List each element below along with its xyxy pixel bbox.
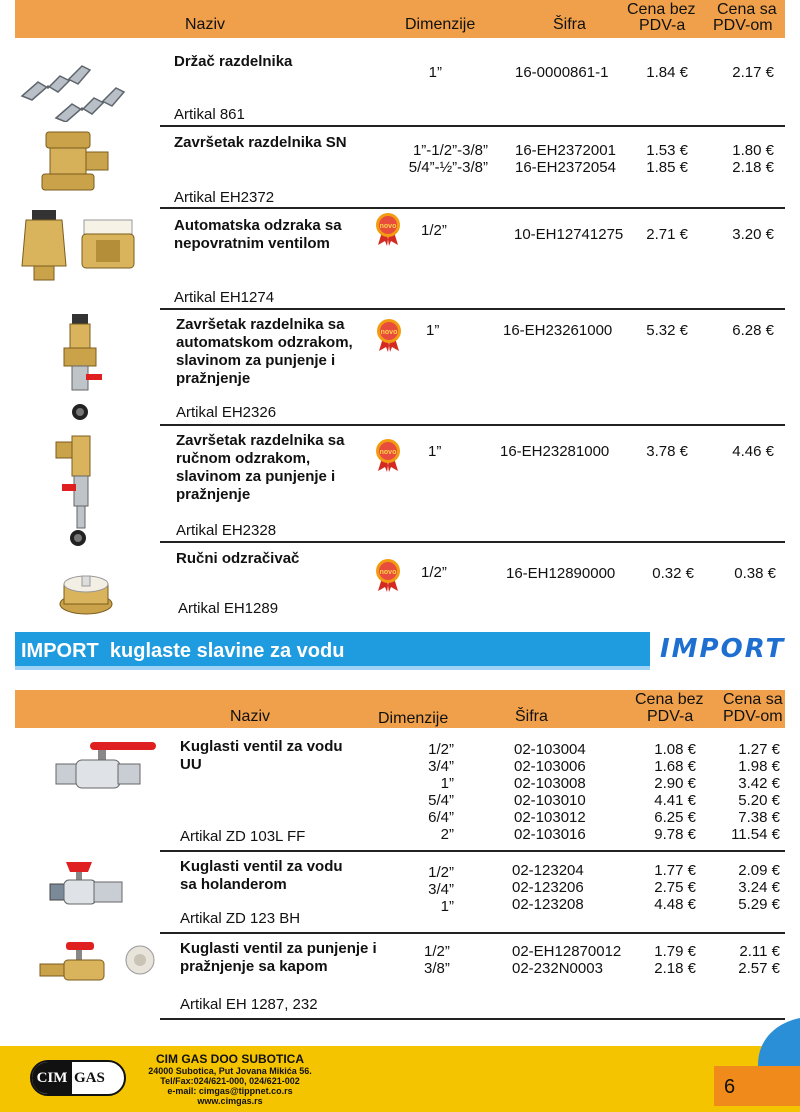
col-dimenzije: Dimenzije [405,16,476,33]
price-without-vat: 5.32 € [646,322,688,339]
col-naziv: Naziv [185,16,226,33]
product-name: ručnom odzrakom, [176,450,311,467]
col-sifra: Šifra [515,708,548,725]
price-without-vat: 1.53 € 1.85 € [646,142,688,176]
product-name: UU [180,756,202,773]
product-name: pražnjenje [176,486,251,503]
product-image-end-piece-manual [50,432,110,548]
product-dims: 1” [428,443,442,460]
product-code: 10-EH12741275 [514,226,624,243]
price-without-vat: 0.32 € [652,565,694,582]
product-code: 02-103004 02-103006 02-103008 02-103010 02-103012 02-103016 [514,741,586,843]
price-without-vat: 1.77 € 2.75 € 4.48 € [654,862,696,913]
company-name: CIM GAS DOO SUBOTICA [155,1052,304,1066]
product-article: Artikal EH2326 [176,404,277,421]
col-dimenzije: Dimenzije [378,710,449,727]
product-article: Artikal EH 1287, 232 [180,996,318,1013]
row-divider [160,125,785,127]
product-article: Artikal ZD 103L FF [180,828,306,845]
section-title: IMPORT kuglaste slavine za vodu [21,640,345,662]
col-cena-sa: Cena sa [723,691,783,708]
novo-badge-icon [374,318,404,352]
price-with-vat: 6.28 € [732,322,774,339]
price-without-vat: 1.79 € 2.18 € [654,943,696,977]
product-name: Držač razdelnika [174,53,293,70]
col-pdv-om: PDV-om [713,17,773,34]
product-name: pražnjenje sa kapom [180,958,328,975]
product-dims: 1/2” [421,222,447,239]
page-number: 6 [724,1076,736,1098]
product-dims: 1”-1/2”-3/8” 5/4”-½”-3/8” [408,142,488,176]
row-divider [160,207,785,209]
product-article: Artikal EH2372 [174,189,275,206]
product-name: Automatska odzraka sa [174,217,342,234]
product-code: 02-EH12870012 02-232N0003 [512,943,622,977]
price-with-vat: 3.20 € [732,226,774,243]
product-article: Artikal 861 [174,106,245,123]
product-dims: 1” [428,64,442,81]
novo-badge-icon [373,212,403,246]
price-with-vat: 2.17 € [732,64,774,81]
product-code: 16-EH23281000 [500,443,610,460]
product-image-end-piece [36,128,112,196]
price-without-vat: 1.08 € 1.68 € 2.90 € 4.41 € 6.25 € 9.78 € [654,741,696,843]
row-divider [160,308,785,310]
product-article: Artikal ZD 123 BH [180,910,301,927]
product-name: Ručni odzračivač [176,550,300,567]
col-pdv-a: PDV-a [647,708,694,725]
product-image-ball-valve [50,738,160,794]
product-image-air-vent [20,206,140,286]
price-with-vat: 2.11 € 2.57 € [738,943,780,977]
svg-text:novo: novo [379,449,397,456]
product-code: 16-0000861-1 [515,64,609,81]
table-header-1 [15,0,785,38]
product-name: pražnjenje [176,370,251,387]
product-name: automatskom odzrakom, [176,334,353,351]
price-with-vat: 0.38 € [734,565,776,582]
product-image-ball-valve-union [48,858,128,908]
product-code: 16-EH2372001 16-EH2372054 [515,142,616,176]
price-without-vat: 1.84 € [646,64,688,81]
product-name: Završetak razdelnika sa [176,432,345,449]
product-image-end-piece-auto [58,312,104,422]
company-tel: Tel/Fax:024/621-000, 024/621-002 [160,1076,300,1086]
product-name: Kuglasti ventil za vodu [180,738,343,755]
product-dims: 1/2” 3/4” 1” [428,864,454,915]
col-pdv-om: PDV-om [723,708,783,725]
svg-text:novo: novo [379,223,397,230]
product-image-drain-valve [36,936,166,986]
product-code: 16-EH12890000 [506,565,616,582]
row-divider [160,424,785,426]
svg-text:novo: novo [380,329,398,336]
table-header-2 [15,690,785,728]
row-divider [160,932,785,934]
company-logo: CIM GAS [30,1060,126,1096]
product-dims: 1” [426,322,440,339]
import-logo: IMPORT [650,632,800,670]
col-naziv: Naziv [230,708,271,725]
product-name: sa holanderom [180,876,287,893]
col-cena-bez: Cena bez [635,691,704,708]
price-with-vat: 4.46 € [732,443,774,460]
product-name: slavinom za punjenje i [176,468,336,485]
svg-text:novo: novo [379,569,397,576]
row-divider [160,850,785,852]
product-article: Artikal EH2328 [176,522,277,539]
product-article: Artikal EH1289 [178,600,279,617]
company-website[interactable]: www.cimgas.rs [197,1096,263,1106]
product-dims: 1/2” [421,564,447,581]
price-with-vat: 2.09 € 3.24 € 5.29 € [738,862,780,913]
price-without-vat: 3.78 € [646,443,688,460]
novo-badge-icon [373,558,403,592]
novo-badge-icon [373,438,403,472]
product-name: Završetak razdelnika sa [176,316,345,333]
product-image-bracket [16,52,146,122]
product-dims: 1/2” 3/8” [424,943,450,977]
product-code: 16-EH23261000 [503,322,613,339]
product-dims: 1/2” 3/4” 1” 5/4” 6/4” 2” [428,741,454,843]
row-divider [160,1018,785,1020]
product-name: Kuglasti ventil za vodu [180,858,343,875]
product-name: nepovratnim ventilom [174,235,330,252]
product-article: Artikal EH1274 [174,289,275,306]
company-info [130,1053,330,1106]
product-name: Kuglasti ventil za punjenje i [180,940,377,957]
price-with-vat: 1.80 € 2.18 € [732,142,774,176]
row-divider [160,541,785,543]
col-sifra: Šifra [553,16,586,33]
product-image-manual-vent [56,568,116,618]
product-name: Završetak razdelnika SN [174,134,347,151]
price-without-vat: 2.71 € [646,226,688,243]
product-code: 02-123204 02-123206 02-123208 [512,862,584,913]
col-cena-bez: Cena bez [627,1,696,18]
price-with-vat: 1.27 € 1.98 € 3.42 € 5.20 € 7.38 € 11.54 € [731,741,780,843]
col-pdv-a: PDV-a [639,17,686,34]
company-address: 24000 Subotica, Put Jovana Mikića 56. [148,1066,312,1076]
company-email[interactable]: e-mail: cimgas@tippnet.co.rs [167,1086,293,1096]
product-name: slavinom za punjenje i [176,352,336,369]
page-number-tab [714,1066,800,1106]
col-cena-sa: Cena sa [717,1,777,18]
